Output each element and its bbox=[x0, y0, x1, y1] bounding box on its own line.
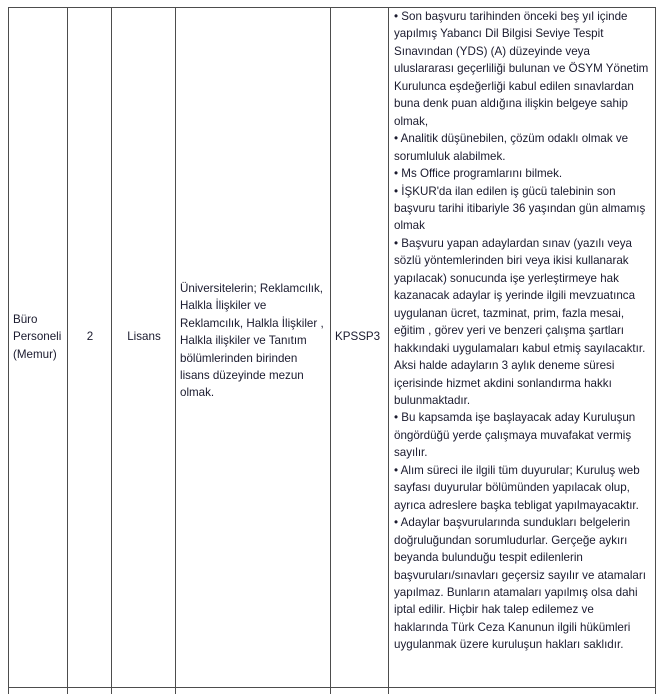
position-title-line-2: Personeli bbox=[13, 330, 62, 344]
requirement-item: • Alım süreci ile ilgili tüm duyurular; Kuruluş web sayfası duyurular bölümünden yapılacak olup, ayrıca adreslere başka tebligat yapılmayacaktır. bbox=[394, 463, 640, 512]
clipped-bottom-cell-score bbox=[331, 688, 389, 694]
requirement-item: • Adaylar başvurularında sundukları belgelerin doğruluğundan sorumludurlar. Gerçeğe aykırı beyanda bulunduğu tespit edilenlerin başvuruları/sınavları geçersiz sayılır ve atamaları yapılmaz. Bunların atamaları yapılmış olsa dahi iptal edilir. Hiçbir hak talep edilemez ve haklarında Türk Ceza Kanunun ilgili hükümleri bbox=[394, 516, 646, 634]
position-count-value: 2 bbox=[86, 330, 94, 343]
requirement-item: • Bu kapsamda işe başlayacak aday Kuruluşun öngördüğü yerde çalışmaya muvafakat vermiş sayılır. bbox=[394, 411, 636, 460]
score-type-value: KPSSP3 bbox=[335, 330, 381, 343]
cell-score-type bbox=[331, 8, 389, 688]
requirement-item: uygulanmak üzere kuruluşun hakları saklıdır. bbox=[394, 638, 624, 652]
cell-education-level bbox=[112, 8, 176, 688]
requirement-item: • Son başvuru tarihinden önceki beş yıl içinde yapılmış Yabancı Dil Bilgisi Seviye Tespit Sınavından (YDS) (A) düzeyinde veya uluslararası geçerliliği bulunan ve ÖSYM Yönetim Kurulunca eşdeğerliği kabul edilen sınavlardan buna denk puan aldığına ilişkin belgeye sahip olmak, bbox=[394, 10, 649, 128]
requirement-item: • İŞKUR'da ilan edilen iş gücü talebinin son başvuru tarihi itibariyle 36 yaşından gün almamış olmak bbox=[394, 184, 646, 233]
cell-position-count bbox=[68, 8, 112, 688]
clipped-bottom-cell-count bbox=[68, 688, 112, 694]
clipped-bottom-cell-requirements bbox=[389, 688, 656, 694]
requirement-item: • Analitik düşünebilen, çözüm odaklı olmak ve sorumluluk alabilmek. bbox=[394, 132, 629, 163]
clipped-bottom-cell-education bbox=[112, 688, 176, 694]
requirement-item: • Ms Office programlarını bilmek. bbox=[394, 167, 563, 181]
clipped-bottom-cell-position bbox=[9, 688, 68, 694]
table-row bbox=[9, 8, 656, 688]
position-title-line-3: (Memur) bbox=[13, 347, 57, 361]
position-title-line-1: Büro bbox=[13, 313, 38, 326]
program-requirement-text: Üniversitelerin; Reklamcılık, Halkla İlişkiler ve Reklamcılık, Halkla İlişkiler , Halkla ilişkiler ve Tanıtım bölümlerinden birinden lisans düzeyinde mezun olmak. bbox=[180, 282, 324, 400]
requirement-item: • Başvuru yapan adaylardan sınav (yazılı veya sözlü yöntemlerinden biri veya ikisi kullanarak yapılacak) sonucunda işe yerleştirmeye hak kazanacak adaylar iş yerinde ilgili mevzuatınca uygulanan ücret, tazminat, prim, fazla mesai, eğitim , görev yeri ve benzeri çalışma şartları hakkındaki uygulamaları kabul etmiş sayılacaktır. Aksi halde adayların 3 aylık deneme süresi içerisinde hizmet akdini sonlandırma hakkı bulunmaktadır. bbox=[394, 236, 646, 407]
cell-position-title bbox=[9, 8, 68, 688]
clipped-bottom-cell-program bbox=[176, 688, 331, 694]
education-level-value: Lisans bbox=[127, 330, 161, 343]
cell-requirements bbox=[389, 8, 656, 688]
requirements-list bbox=[389, 8, 655, 654]
table-row-clipped-bottom bbox=[9, 688, 656, 694]
cell-program bbox=[176, 8, 331, 688]
job-positions-table bbox=[8, 7, 656, 694]
